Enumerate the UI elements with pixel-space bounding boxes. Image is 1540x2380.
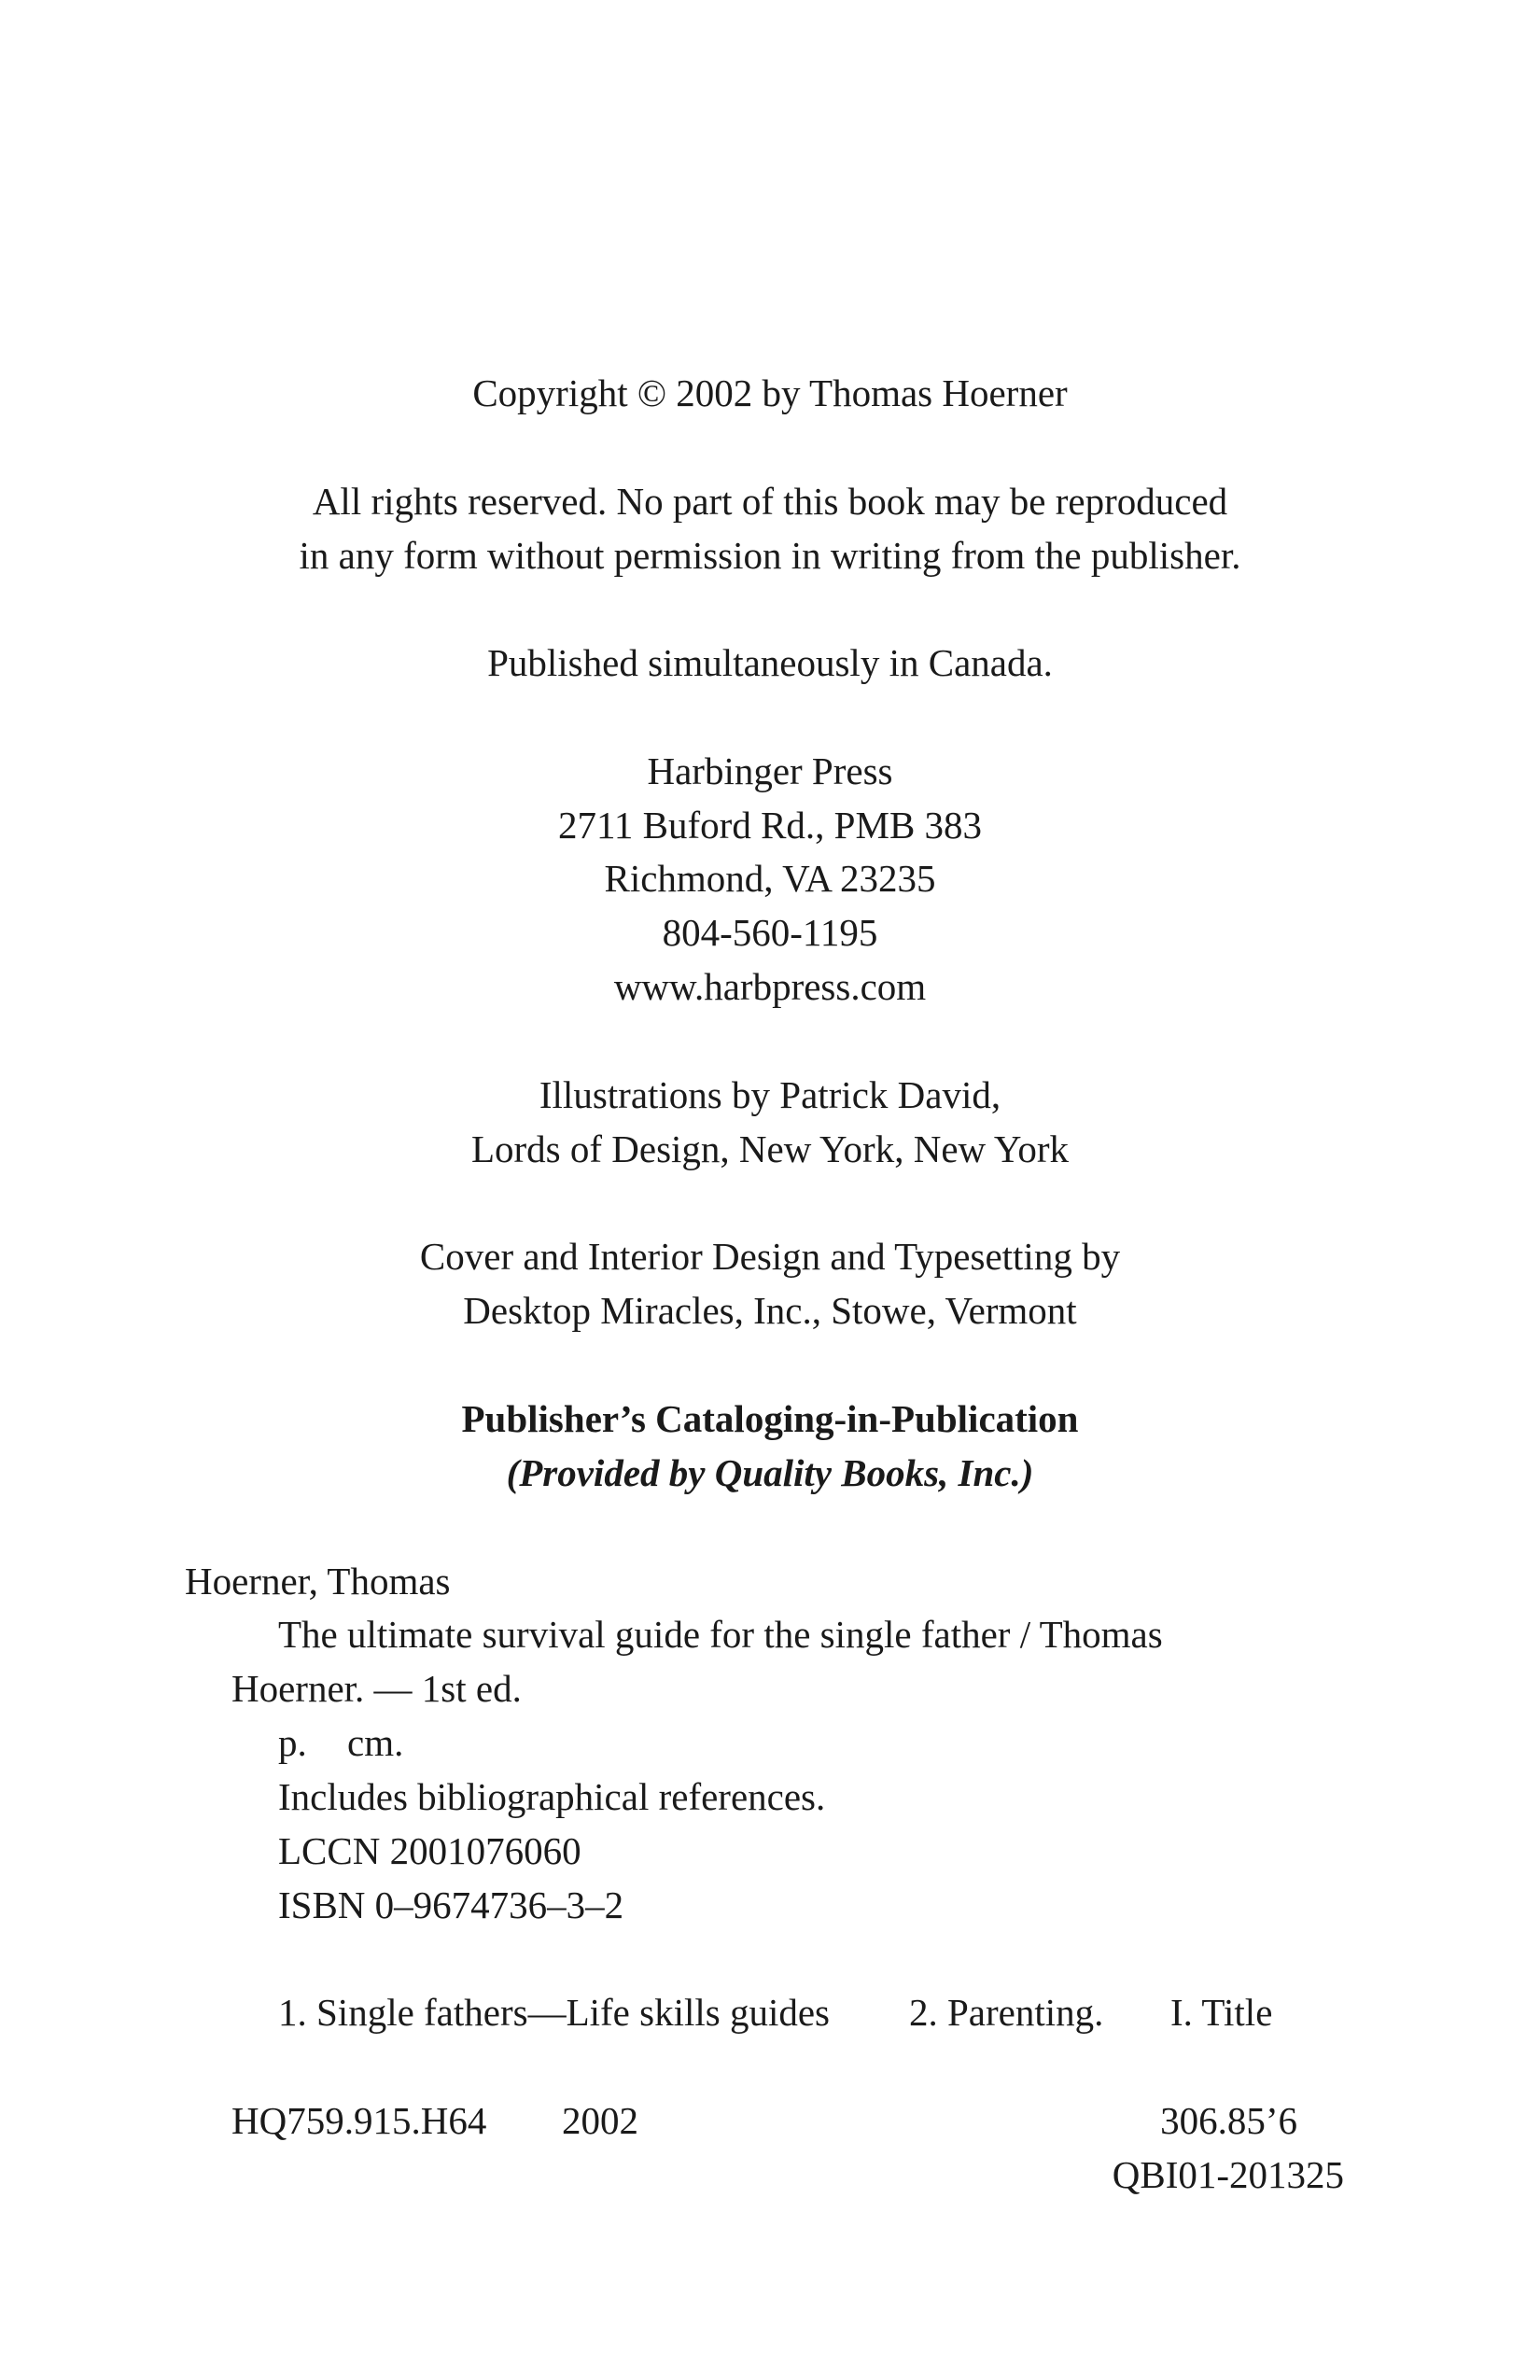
design-line-2: Desktop Miracles, Inc., Stowe, Vermont — [463, 1289, 1077, 1332]
publisher-city: Richmond, VA 23235 — [604, 857, 936, 900]
cip-qbi: QBI01-201325 — [1112, 2153, 1344, 2196]
cip-cm: cm. — [347, 1721, 404, 1764]
cip-isbn: ISBN 0–9674736–3–2 — [278, 1883, 624, 1926]
copyright-line: Copyright © 2002 by Thomas Hoerner — [472, 371, 1068, 414]
published-note: Published simultaneously in Canada. — [487, 641, 1053, 684]
publisher-website: www.harbpress.com — [613, 965, 927, 1008]
cip-provided-by: (Provided by Quality Books, Inc.) — [506, 1451, 1034, 1494]
rights-line-1: All rights reserved. No part of this book may be reproduced — [312, 480, 1228, 523]
publisher-name: Harbinger Press — [647, 749, 893, 792]
cip-subject-1: 1. Single fathers—Life skills guides — [278, 1991, 830, 2034]
cip-lc-class: HQ759.915.H64 — [231, 2099, 487, 2142]
illustrations-line-2: Lords of Design, New York, New York — [470, 1127, 1070, 1170]
cip-title-line-1: The ultimate survival guide for the single father / Thomas — [278, 1613, 1163, 1656]
cip-title-line-2: Hoerner. — 1st ed. — [231, 1667, 522, 1710]
publisher-phone: 804-560-1195 — [662, 911, 878, 954]
cip-lc-year: 2002 — [562, 2099, 638, 2142]
cip-pages: p. — [278, 1721, 307, 1764]
cip-author: Hoerner, Thomas — [185, 1560, 451, 1603]
cip-dewey: 306.85’6 — [1160, 2099, 1297, 2142]
illustrations-line-1: Illustrations by Patrick David, — [539, 1073, 1001, 1116]
design-line-1: Cover and Interior Design and Typesetting by — [419, 1235, 1121, 1278]
cip-subject-2: 2. Parenting. — [909, 1991, 1104, 2034]
cip-subject-title: I. Title — [1170, 1991, 1273, 2034]
publisher-street: 2711 Buford Rd., PMB 383 — [557, 804, 983, 847]
cip-lccn: LCCN 2001076060 — [278, 1829, 581, 1872]
cip-heading: Publisher’s Cataloging-in-Publication — [461, 1397, 1079, 1440]
rights-line-2: in any form without permission in writing from the publisher. — [299, 534, 1241, 577]
cip-notes: Includes bibliographical references. — [278, 1775, 826, 1818]
